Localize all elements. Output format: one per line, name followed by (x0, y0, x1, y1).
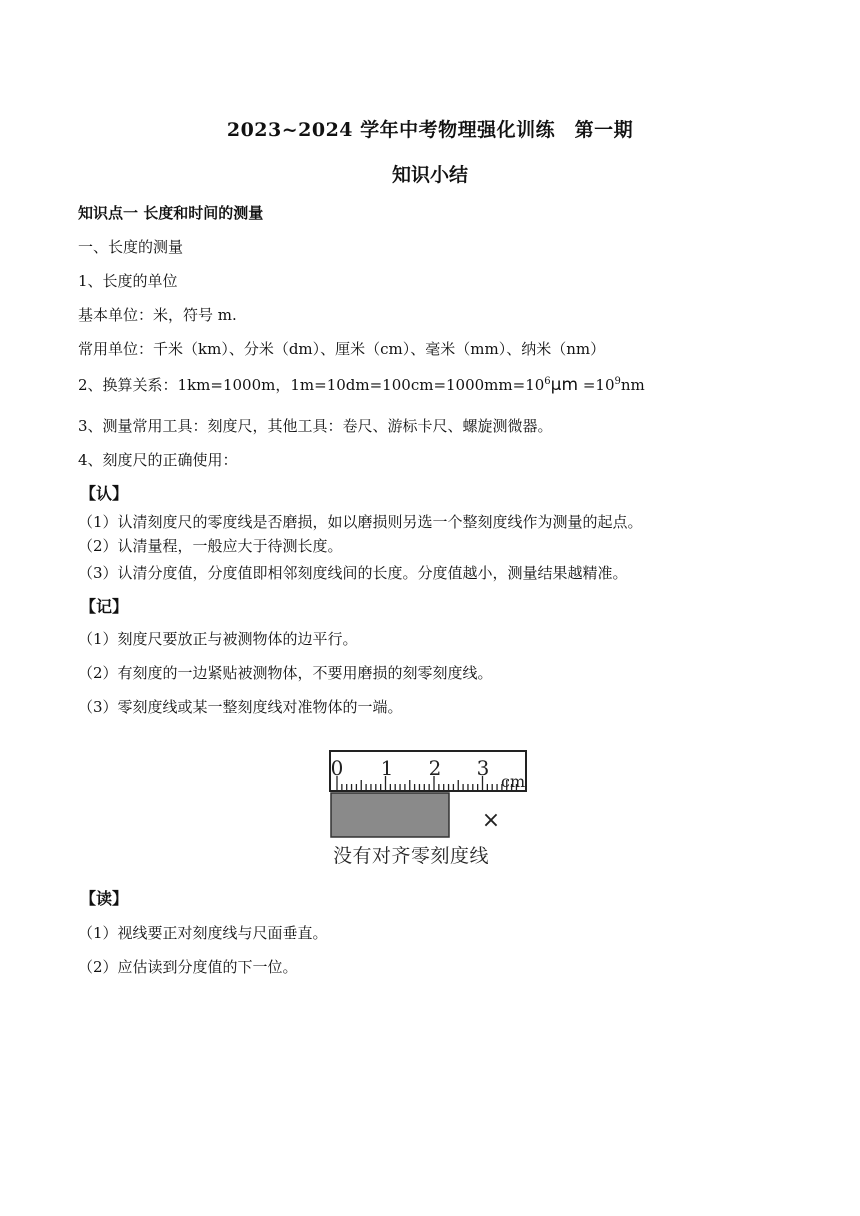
du-item-2: （2）应估读到分度值的下一位。 (78, 958, 298, 976)
text-ruler-usage: 4、刻度尺的正确使用： (78, 451, 238, 469)
ruler-number-1: 1 (380, 756, 394, 780)
text-base-unit: 基本单位：米，符号 m. (78, 306, 237, 324)
ji-item-1: （1）刻度尺要放正与被测物体的边平行。 (78, 630, 358, 648)
du-item-1: （1）视线要正对刻度线与尺面垂直。 (78, 924, 328, 942)
ruler-figure (325, 727, 535, 872)
ji-item-3: （3）零刻度线或某一整刻度线对准物体的一端。 (78, 698, 403, 716)
page-title: 2023~2024 学年中考物理强化训练 第一期 (226, 119, 634, 141)
ruler-number-2: 2 (428, 756, 442, 780)
heading-ren: 【认】 (80, 484, 129, 503)
ruler-number-3: 3 (476, 756, 490, 780)
ruler-unit: cm (501, 772, 526, 791)
heading-ji: 【记】 (80, 597, 129, 616)
heading-du: 【读】 (80, 889, 129, 908)
text-tools: 3、测量常用工具：刻度尺，其他工具：卷尺、游标卡尺、螺旋测微器。 (78, 417, 553, 435)
ruler-number-0: 0 (330, 756, 344, 780)
figure-caption: 没有对齐零刻度线 (333, 845, 490, 867)
ren-item-1: （1）认清刻度尺的零度线是否磨损，如以磨损则另选一个整刻度线作为测量的起点。 (78, 513, 643, 531)
text-common-units: 常用单位：千米（km）、分米（dm）、厘米（cm）、毫米（mm）、纳米（nm） (78, 340, 606, 358)
section-heading: 知识点一 长度和时间的测量 (78, 204, 264, 222)
page-subtitle: 知识小结 (391, 164, 468, 186)
heading-length-measure: 一、长度的测量 (78, 238, 184, 256)
ji-item-2: （2）有刻度的一边紧贴被测物体，不要用磨损的刻零刻度线。 (78, 664, 493, 682)
ren-item-2: （2）认清量程，一般应大于待测长度。 (78, 537, 343, 555)
ren-item-3: （3）认清分度值，分度值即相邻刻度线间的长度。分度值越小，测量结果越精准。 (78, 564, 628, 582)
measured-object (331, 793, 449, 837)
item-length-unit: 1、长度的单位 (78, 272, 178, 290)
text-conversion: 2、换算关系：1km=1000m，$1m=10dm=100cm=1000mm=10^6\mu m =10^9nm$ (78, 375, 645, 395)
wrong-mark: × (481, 808, 501, 833)
